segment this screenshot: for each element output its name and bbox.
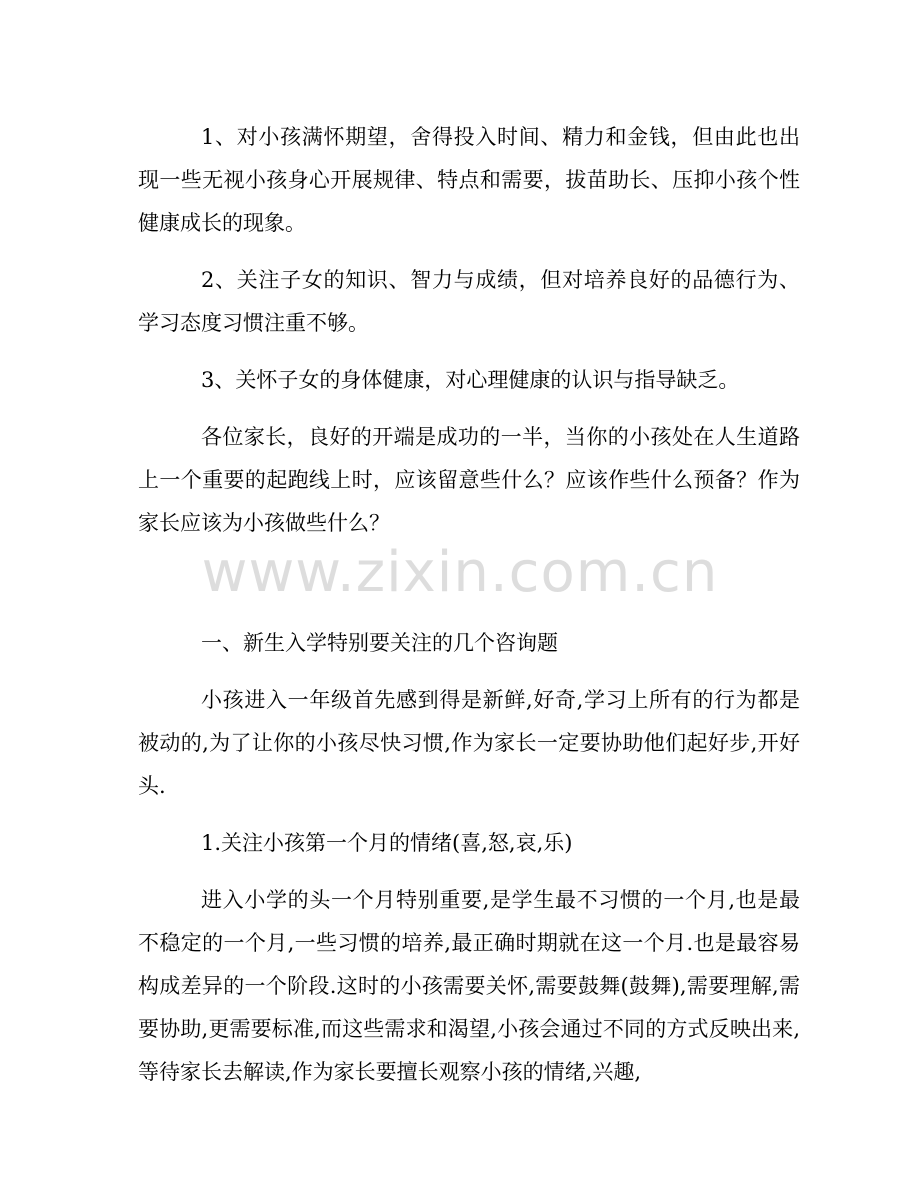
section-heading: 一、新生入学特别要关注的几个咨询题: [201, 631, 558, 655]
paragraph-expectations: 1、对小孩满怀期望，舍得投入时间、精力和金钱，但由此也出现一些无视小孩身心开展规律、特点和需要，拔苗助长、压抑小孩个性健康成长的现象。: [138, 125, 800, 235]
paragraph-first-month: 进入小学的头一个月特别重要,是学生最不习惯的一个月,也是最不稳定的一个月,一些习惯的培养,最正确时期就在这一个月.也是最容易构成差异的一个阶段.这时的小孩需要关怀,需要鼓舞(鼓舞),需要理解,需要协助,更需要标准,而这些需求和渴望,小孩会通过不同的方式反映出来,等待家长去解读,作为家长要擅长观察小孩的情绪,兴趣,: [138, 888, 800, 1084]
subheading-first-month: 1.关注小孩第一个月的情绪(喜,怒,哀,乐): [201, 831, 573, 855]
paragraph-first-grade: 小孩进入一年级首先感到得是新鲜,好奇,学习上所有的行为都是被动的,为了让你的小孩尽快习惯,作为家长一定要协助他们起好步,开好头.: [138, 688, 800, 798]
document-body: [138, 116, 800, 1094]
watermark: www.zixin.com.cn: [201, 540, 719, 605]
paragraph-health: 3、关怀子女的身体健康，对心理健康的认识与指导缺乏。: [201, 368, 740, 392]
paragraph-parents: 各位家长，良好的开端是成功的一半，当你的小孩处在人生道路上一个重要的起跑线上时，应该留意些什么？应该作些什么预备？作为家长应该为小孩做些什么？: [138, 425, 800, 535]
paragraph-knowledge: 2、关注子女的知识、智力与成绩，但对培养良好的品德行为、学习态度习惯注重不够。: [138, 268, 800, 335]
